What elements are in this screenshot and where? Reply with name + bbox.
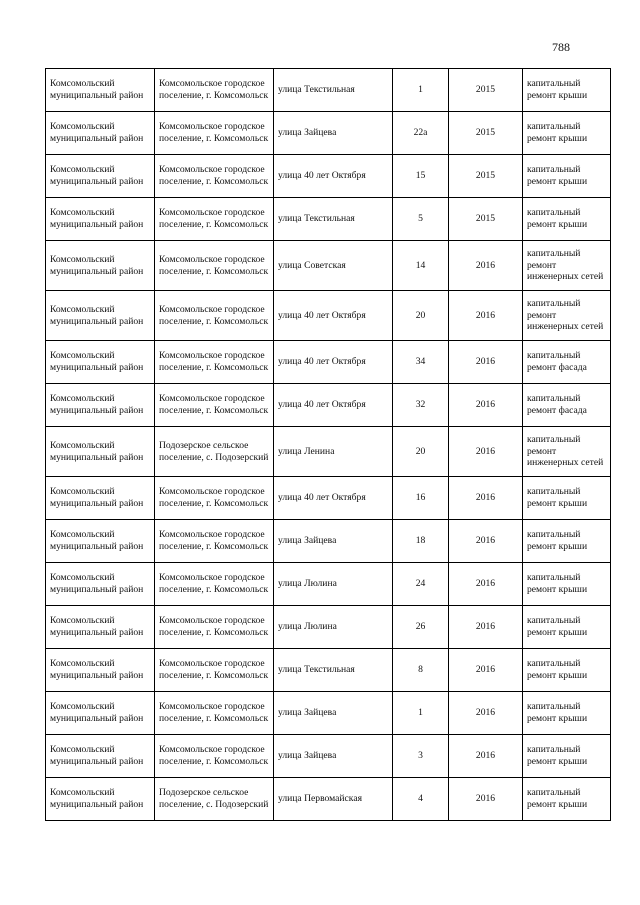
settlement-cell: Комсомольское городское поселение, г. Комсомольск <box>155 112 274 155</box>
table-row <box>46 155 611 198</box>
work-type-cell: капитальный ремонт крыши <box>523 69 611 112</box>
district-cell: Комсомольский муниципальный район <box>46 649 155 692</box>
year-cell: 2016 <box>449 241 523 291</box>
street-cell: улица 40 лет Октября <box>274 155 393 198</box>
district-cell: Комсомольский муниципальный район <box>46 778 155 821</box>
year-cell: 2016 <box>449 384 523 427</box>
district-cell: Комсомольский муниципальный район <box>46 692 155 735</box>
work-type-cell: капитальный ремонт крыши <box>523 198 611 241</box>
page-number: 788 <box>552 40 570 54</box>
settlement-cell: Комсомольское городское поселение, г. Комсомольск <box>155 606 274 649</box>
street-cell: улица Люлина <box>274 606 393 649</box>
table-row <box>46 427 611 477</box>
house-number-cell: 18 <box>393 520 449 563</box>
year-cell: 2016 <box>449 606 523 649</box>
year-cell: 2016 <box>449 778 523 821</box>
table-row <box>46 606 611 649</box>
district-cell: Комсомольский муниципальный район <box>46 155 155 198</box>
street-cell: улица Зайцева <box>274 520 393 563</box>
house-number-cell: 34 <box>393 341 449 384</box>
street-cell: улица Текстильная <box>274 69 393 112</box>
house-number-cell: 16 <box>393 477 449 520</box>
street-cell: улица Ленина <box>274 427 393 477</box>
table-row <box>46 69 611 112</box>
settlement-cell: Комсомольское городское поселение, г. Комсомольск <box>155 341 274 384</box>
house-number-cell: 8 <box>393 649 449 692</box>
street-cell: улица Зайцева <box>274 735 393 778</box>
street-cell: улица Первомайская <box>274 778 393 821</box>
settlement-cell: Комсомольское городское поселение, г. Комсомольск <box>155 692 274 735</box>
table-row <box>46 649 611 692</box>
street-cell: улица 40 лет Октября <box>274 384 393 427</box>
work-type-cell: капитальный ремонт крыши <box>523 155 611 198</box>
year-cell: 2016 <box>449 427 523 477</box>
street-cell: улица Советская <box>274 241 393 291</box>
year-cell: 2016 <box>449 520 523 563</box>
table-row <box>46 692 611 735</box>
house-number-cell: 24 <box>393 563 449 606</box>
district-cell: Комсомольский муниципальный район <box>46 477 155 520</box>
work-type-cell: капитальный ремонт крыши <box>523 692 611 735</box>
district-cell: Комсомольский муниципальный район <box>46 198 155 241</box>
street-cell: улица 40 лет Октября <box>274 477 393 520</box>
street-cell: улица 40 лет Октября <box>274 291 393 341</box>
district-cell: Комсомольский муниципальный район <box>46 520 155 563</box>
work-type-cell: капитальный ремонт фасада <box>523 384 611 427</box>
house-number-cell: 15 <box>393 155 449 198</box>
table-row <box>46 291 611 341</box>
settlement-cell: Комсомольское городское поселение, г. Комсомольск <box>155 291 274 341</box>
street-cell: улица Текстильная <box>274 649 393 692</box>
house-number-cell: 4 <box>393 778 449 821</box>
house-number-cell: 22а <box>393 112 449 155</box>
district-cell: Комсомольский муниципальный район <box>46 241 155 291</box>
district-cell: Комсомольский муниципальный район <box>46 112 155 155</box>
district-cell: Комсомольский муниципальный район <box>46 735 155 778</box>
house-number-cell: 1 <box>393 692 449 735</box>
table-row <box>46 778 611 821</box>
year-cell: 2016 <box>449 477 523 520</box>
street-cell: улица Текстильная <box>274 198 393 241</box>
district-cell: Комсомольский муниципальный район <box>46 341 155 384</box>
table-row <box>46 520 611 563</box>
street-cell: улица 40 лет Октября <box>274 341 393 384</box>
work-type-cell: капитальный ремонт крыши <box>523 477 611 520</box>
table-row <box>46 198 611 241</box>
house-number-cell: 20 <box>393 291 449 341</box>
repair-schedule-table <box>45 68 611 821</box>
work-type-cell: капитальный ремонт крыши <box>523 649 611 692</box>
table-row <box>46 735 611 778</box>
house-number-cell: 5 <box>393 198 449 241</box>
year-cell: 2015 <box>449 112 523 155</box>
year-cell: 2015 <box>449 69 523 112</box>
table-row <box>46 241 611 291</box>
work-type-cell: капитальный ремонт крыши <box>523 606 611 649</box>
settlement-cell: Комсомольское городское поселение, г. Комсомольск <box>155 520 274 563</box>
district-cell: Комсомольский муниципальный район <box>46 563 155 606</box>
settlement-cell: Комсомольское городское поселение, г. Комсомольск <box>155 384 274 427</box>
table-row <box>46 563 611 606</box>
settlement-cell: Комсомольское городское поселение, г. Комсомольск <box>155 69 274 112</box>
district-cell: Комсомольский муниципальный район <box>46 384 155 427</box>
district-cell: Комсомольский муниципальный район <box>46 427 155 477</box>
work-type-cell: капитальный ремонт крыши <box>523 778 611 821</box>
year-cell: 2016 <box>449 735 523 778</box>
settlement-cell: Комсомольское городское поселение, г. Комсомольск <box>155 563 274 606</box>
work-type-cell: капитальный ремонт инженерных сетей <box>523 291 611 341</box>
year-cell: 2016 <box>449 563 523 606</box>
work-type-cell: капитальный ремонт фасада <box>523 341 611 384</box>
settlement-cell: Комсомольское городское поселение, г. Комсомольск <box>155 477 274 520</box>
year-cell: 2016 <box>449 341 523 384</box>
work-type-cell: капитальный ремонт инженерных сетей <box>523 241 611 291</box>
settlement-cell: Комсомольское городское поселение, г. Комсомольск <box>155 155 274 198</box>
work-type-cell: капитальный ремонт инженерных сетей <box>523 427 611 477</box>
table-row <box>46 341 611 384</box>
district-cell: Комсомольский муниципальный район <box>46 69 155 112</box>
table-row <box>46 477 611 520</box>
house-number-cell: 26 <box>393 606 449 649</box>
house-number-cell: 14 <box>393 241 449 291</box>
street-cell: улица Люлина <box>274 563 393 606</box>
table-row <box>46 112 611 155</box>
settlement-cell: Комсомольское городское поселение, г. Комсомольск <box>155 735 274 778</box>
house-number-cell: 3 <box>393 735 449 778</box>
work-type-cell: капитальный ремонт крыши <box>523 520 611 563</box>
settlement-cell: Комсомольское городское поселение, г. Комсомольск <box>155 241 274 291</box>
settlement-cell: Комсомольское городское поселение, г. Комсомольск <box>155 198 274 241</box>
year-cell: 2015 <box>449 155 523 198</box>
work-type-cell: капитальный ремонт крыши <box>523 112 611 155</box>
year-cell: 2015 <box>449 198 523 241</box>
year-cell: 2016 <box>449 649 523 692</box>
table-body <box>46 69 611 821</box>
house-number-cell: 1 <box>393 69 449 112</box>
settlement-cell: Подозерское сельское поселение, с. Подозерский <box>155 427 274 477</box>
settlement-cell: Подозерское сельское поселение, с. Подозерский <box>155 778 274 821</box>
house-number-cell: 32 <box>393 384 449 427</box>
year-cell: 2016 <box>449 692 523 735</box>
house-number-cell: 20 <box>393 427 449 477</box>
work-type-cell: капитальный ремонт крыши <box>523 563 611 606</box>
settlement-cell: Комсомольское городское поселение, г. Комсомольск <box>155 649 274 692</box>
street-cell: улица Зайцева <box>274 692 393 735</box>
table-row <box>46 384 611 427</box>
district-cell: Комсомольский муниципальный район <box>46 291 155 341</box>
district-cell: Комсомольский муниципальный район <box>46 606 155 649</box>
street-cell: улица Зайцева <box>274 112 393 155</box>
work-type-cell: капитальный ремонт крыши <box>523 735 611 778</box>
year-cell: 2016 <box>449 291 523 341</box>
